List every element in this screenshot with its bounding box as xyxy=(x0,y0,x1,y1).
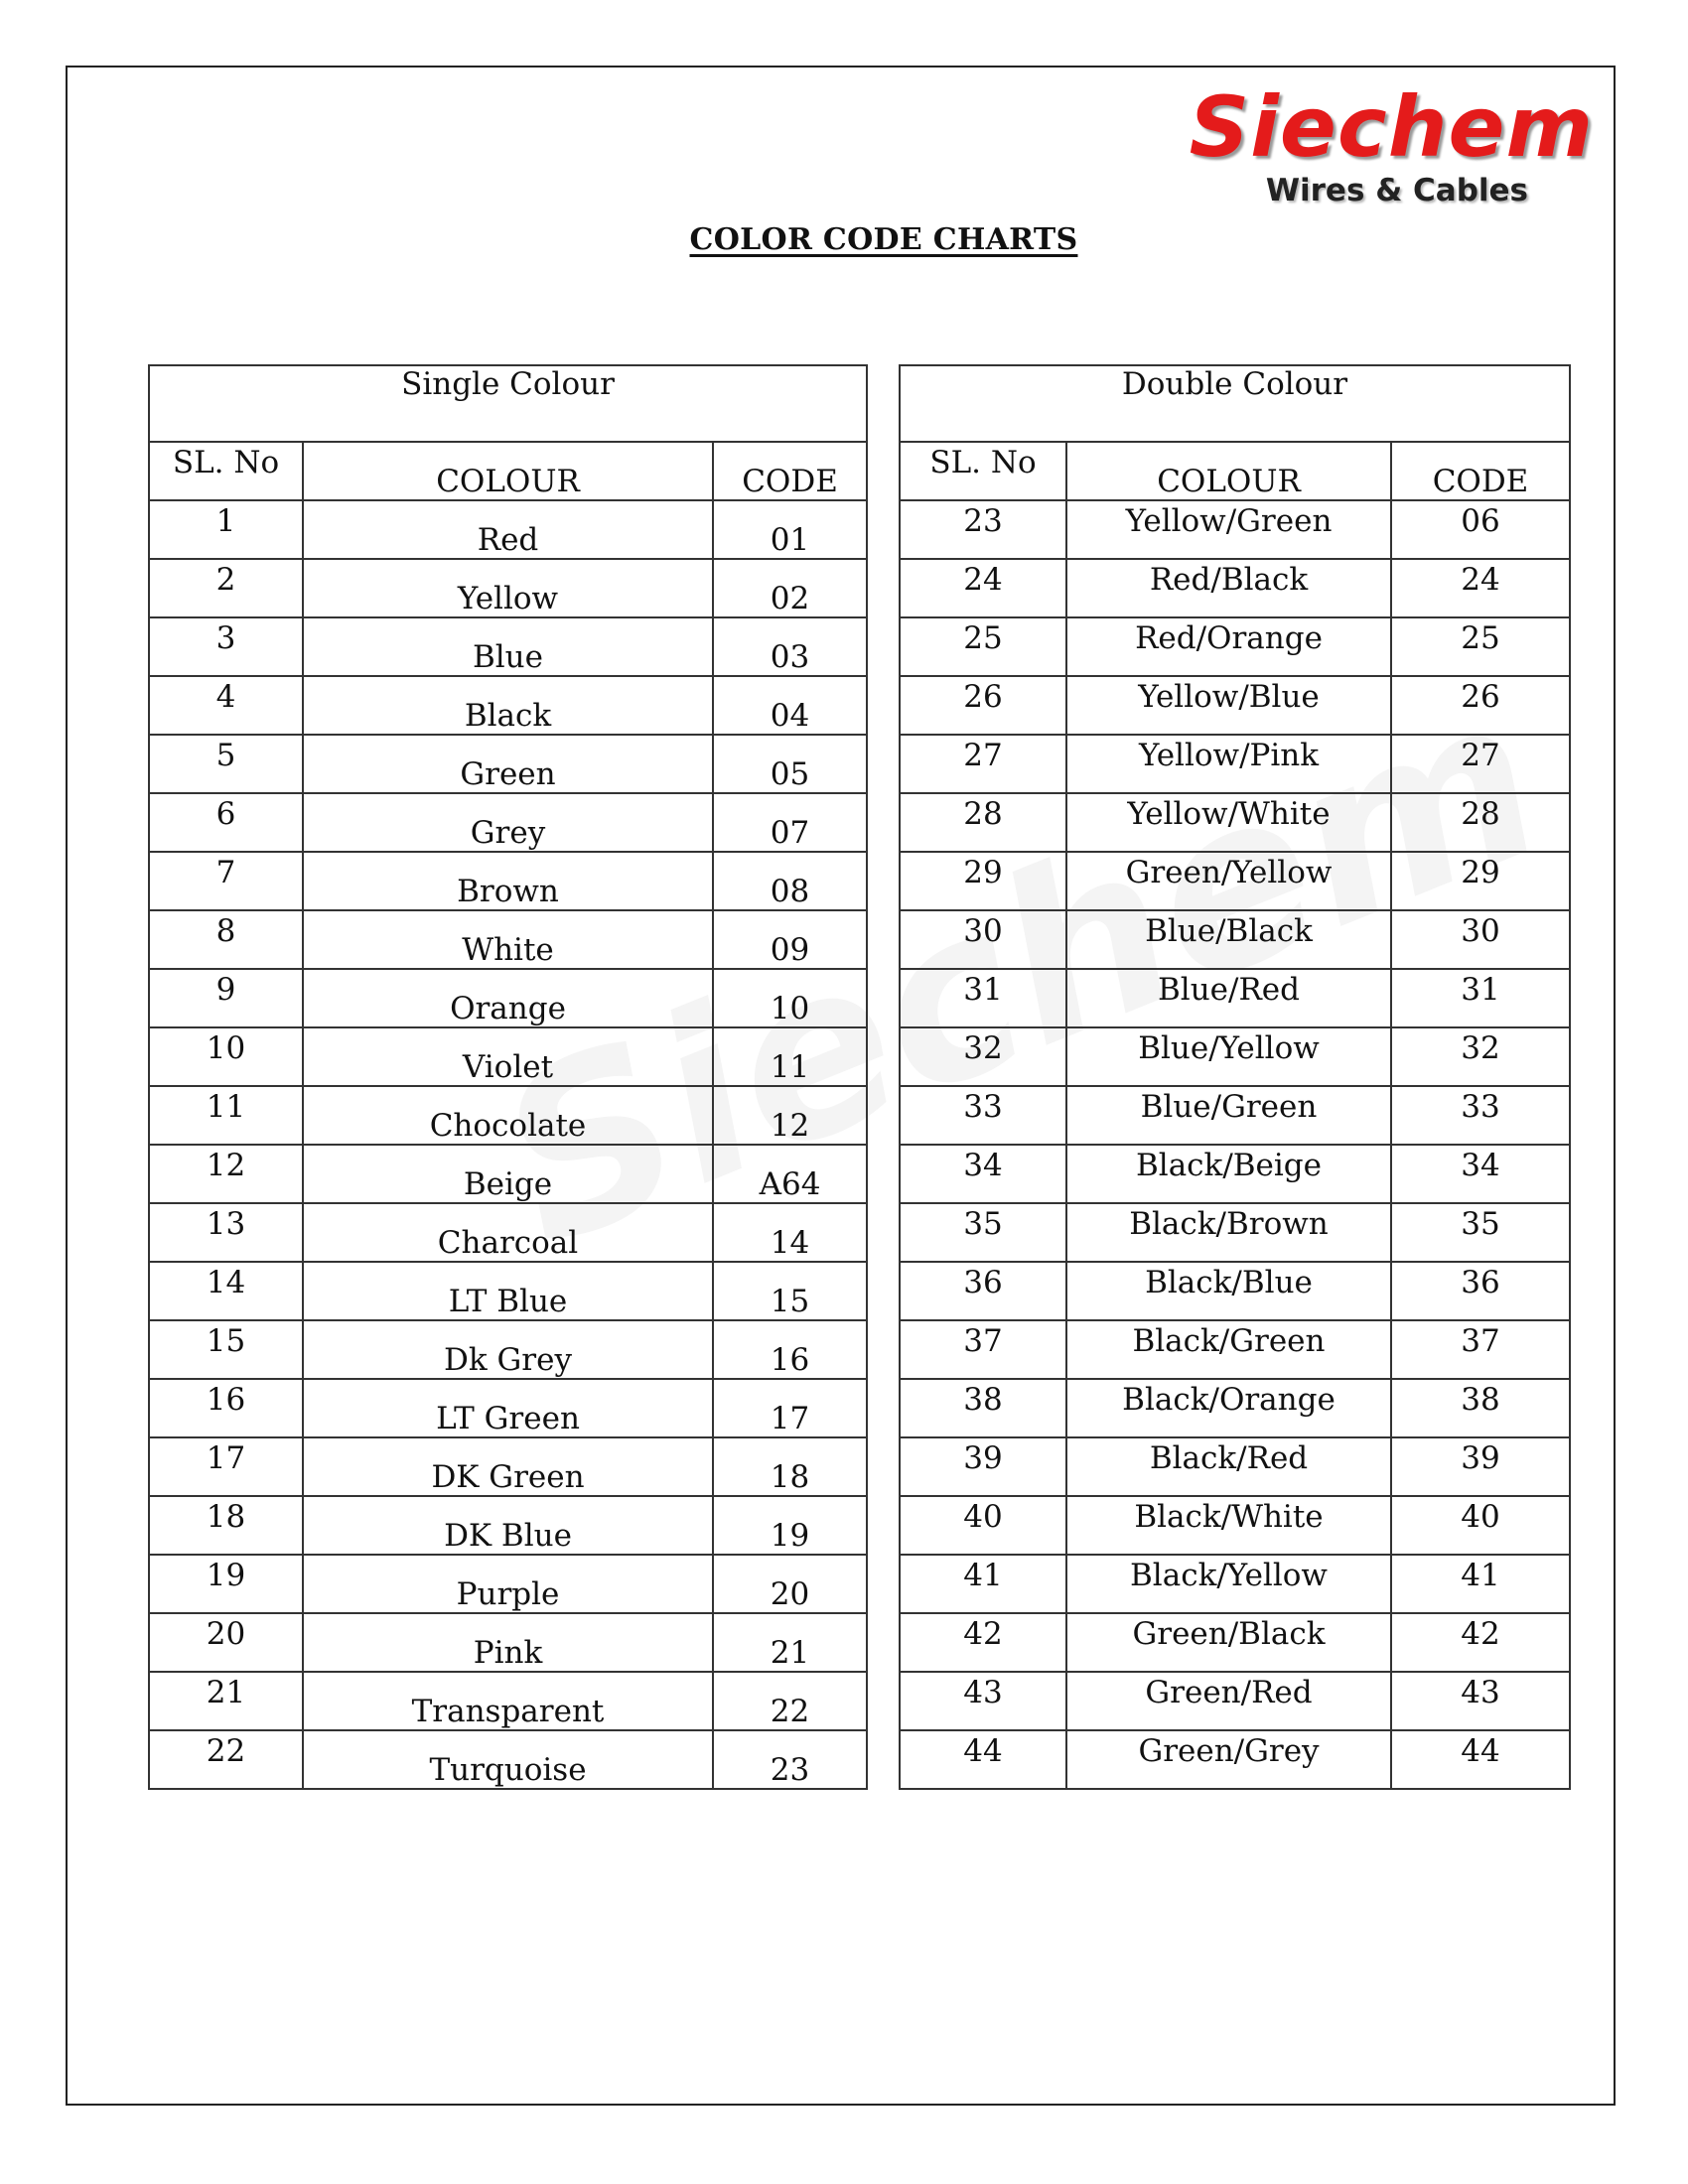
sl-no-cell: 18 xyxy=(149,1496,303,1555)
colour-cell: Blue xyxy=(303,617,713,676)
sl-no-cell: 14 xyxy=(149,1262,303,1320)
table-row xyxy=(900,676,1570,735)
colour-cell: Pink xyxy=(303,1613,713,1672)
code-cell: 40 xyxy=(1391,1496,1570,1555)
table-row xyxy=(900,910,1570,969)
code-cell: 23 xyxy=(713,1730,867,1789)
colour-cell: Red/Orange xyxy=(1066,617,1391,676)
code-cell: 30 xyxy=(1391,910,1570,969)
sl-no-cell: 10 xyxy=(149,1027,303,1086)
code-cell: 21 xyxy=(713,1613,867,1672)
table-row xyxy=(900,735,1570,793)
code-cell: 31 xyxy=(1391,969,1570,1027)
sl-no-cell: 36 xyxy=(900,1262,1066,1320)
sl-no-cell: 24 xyxy=(900,559,1066,617)
code-cell: 39 xyxy=(1391,1437,1570,1496)
code-cell: 15 xyxy=(713,1262,867,1320)
sl-no-cell: 8 xyxy=(149,910,303,969)
code-cell: 01 xyxy=(713,500,867,559)
code-cell: 33 xyxy=(1391,1086,1570,1145)
sl-no-cell: 9 xyxy=(149,969,303,1027)
colour-cell: Black/Green xyxy=(1066,1320,1391,1379)
column-header-colour: COLOUR xyxy=(303,442,713,500)
table-row xyxy=(149,1203,867,1262)
table-row xyxy=(900,1086,1570,1145)
code-cell: 14 xyxy=(713,1203,867,1262)
sl-no-cell: 20 xyxy=(149,1613,303,1672)
colour-cell: Black/Red xyxy=(1066,1437,1391,1496)
code-cell: 04 xyxy=(713,676,867,735)
sl-no-cell: 16 xyxy=(149,1379,303,1437)
table-row xyxy=(149,1437,867,1496)
double-colour-rows xyxy=(900,500,1570,1789)
table-title: Single Colour xyxy=(149,365,867,442)
sl-no-cell: 15 xyxy=(149,1320,303,1379)
sl-no-cell: 28 xyxy=(900,793,1066,852)
code-cell: 25 xyxy=(1391,617,1570,676)
double-colour-table xyxy=(899,364,1571,1790)
sl-no-cell: 34 xyxy=(900,1145,1066,1203)
colour-cell: LT Green xyxy=(303,1379,713,1437)
colour-cell: DK Green xyxy=(303,1437,713,1496)
code-cell: 18 xyxy=(713,1437,867,1496)
colour-cell: Turquoise xyxy=(303,1730,713,1789)
code-cell: 22 xyxy=(713,1672,867,1730)
single-colour-table xyxy=(148,364,868,1790)
sl-no-cell: 5 xyxy=(149,735,303,793)
table-row xyxy=(900,617,1570,676)
colour-cell: Grey xyxy=(303,793,713,852)
colour-cell: Red/Black xyxy=(1066,559,1391,617)
sl-no-cell: 43 xyxy=(900,1672,1066,1730)
table-row xyxy=(149,852,867,910)
sl-no-cell: 27 xyxy=(900,735,1066,793)
code-cell: 26 xyxy=(1391,676,1570,735)
code-cell: 24 xyxy=(1391,559,1570,617)
colour-cell: Blue/Black xyxy=(1066,910,1391,969)
table-row xyxy=(149,617,867,676)
table-row xyxy=(900,1203,1570,1262)
table-row xyxy=(149,1320,867,1379)
colour-cell: Transparent xyxy=(303,1672,713,1730)
colour-cell: Chocolate xyxy=(303,1086,713,1145)
colour-cell: Green xyxy=(303,735,713,793)
sl-no-cell: 4 xyxy=(149,676,303,735)
code-cell: 37 xyxy=(1391,1320,1570,1379)
sl-no-cell: 7 xyxy=(149,852,303,910)
colour-cell: Blue/Yellow xyxy=(1066,1027,1391,1086)
table-row xyxy=(900,1437,1570,1496)
colour-cell: Yellow/Blue xyxy=(1066,676,1391,735)
column-header-sl-no: SL. No xyxy=(149,442,303,500)
table-row xyxy=(900,1145,1570,1203)
code-cell: 02 xyxy=(713,559,867,617)
colour-cell: Brown xyxy=(303,852,713,910)
sl-no-cell: 3 xyxy=(149,617,303,676)
table-row xyxy=(149,1262,867,1320)
colour-cell: Beige xyxy=(303,1145,713,1203)
table-row xyxy=(900,852,1570,910)
colour-cell: Charcoal xyxy=(303,1203,713,1262)
code-cell: 38 xyxy=(1391,1379,1570,1437)
code-cell: 12 xyxy=(713,1086,867,1145)
sl-no-cell: 39 xyxy=(900,1437,1066,1496)
colour-cell: Green/Yellow xyxy=(1066,852,1391,910)
table-row xyxy=(149,735,867,793)
colour-cell: Black xyxy=(303,676,713,735)
table-row xyxy=(900,1320,1570,1379)
code-cell: 07 xyxy=(713,793,867,852)
sl-no-cell: 41 xyxy=(900,1555,1066,1613)
table-row xyxy=(900,1730,1570,1789)
sl-no-cell: 13 xyxy=(149,1203,303,1262)
company-logo xyxy=(1189,78,1594,208)
table-row xyxy=(900,1027,1570,1086)
colour-cell: Dk Grey xyxy=(303,1320,713,1379)
sl-no-cell: 11 xyxy=(149,1086,303,1145)
code-cell: 16 xyxy=(713,1320,867,1379)
code-cell: 17 xyxy=(713,1379,867,1437)
table-row xyxy=(149,1379,867,1437)
code-cell: 34 xyxy=(1391,1145,1570,1203)
table-row xyxy=(149,1672,867,1730)
code-cell: 09 xyxy=(713,910,867,969)
sl-no-cell: 32 xyxy=(900,1027,1066,1086)
code-cell: 43 xyxy=(1391,1672,1570,1730)
sl-no-cell: 1 xyxy=(149,500,303,559)
colour-cell: Yellow/White xyxy=(1066,793,1391,852)
colour-cell: Purple xyxy=(303,1555,713,1613)
sl-no-cell: 33 xyxy=(900,1086,1066,1145)
table-row xyxy=(900,500,1570,559)
code-cell: 44 xyxy=(1391,1730,1570,1789)
colour-cell: Black/White xyxy=(1066,1496,1391,1555)
colour-cell: Yellow/Pink xyxy=(1066,735,1391,793)
colour-cell: Black/Orange xyxy=(1066,1379,1391,1437)
table-row xyxy=(900,1555,1570,1613)
code-cell: 03 xyxy=(713,617,867,676)
colour-cell: Black/Yellow xyxy=(1066,1555,1391,1613)
sl-no-cell: 30 xyxy=(900,910,1066,969)
table-row xyxy=(900,1496,1570,1555)
table-title: Double Colour xyxy=(900,365,1570,442)
sl-no-cell: 2 xyxy=(149,559,303,617)
column-header-code: CODE xyxy=(713,442,867,500)
logo-brand-name: Siechem xyxy=(1189,78,1594,176)
colour-cell: Green/Black xyxy=(1066,1613,1391,1672)
table-row xyxy=(149,793,867,852)
colour-cell: Blue/Red xyxy=(1066,969,1391,1027)
colour-cell: Green/Red xyxy=(1066,1672,1391,1730)
code-cell: 29 xyxy=(1391,852,1570,910)
code-cell: 35 xyxy=(1391,1203,1570,1262)
colour-cell: Yellow xyxy=(303,559,713,617)
table-row xyxy=(149,1555,867,1613)
sl-no-cell: 21 xyxy=(149,1672,303,1730)
sl-no-cell: 38 xyxy=(900,1379,1066,1437)
code-cell: 32 xyxy=(1391,1027,1570,1086)
code-cell: 06 xyxy=(1391,500,1570,559)
sl-no-cell: 44 xyxy=(900,1730,1066,1789)
table-row xyxy=(900,793,1570,852)
sl-no-cell: 42 xyxy=(900,1613,1066,1672)
table-row xyxy=(149,1613,867,1672)
code-cell: 11 xyxy=(713,1027,867,1086)
code-cell: 28 xyxy=(1391,793,1570,852)
sl-no-cell: 35 xyxy=(900,1203,1066,1262)
code-cell: 19 xyxy=(713,1496,867,1555)
logo-tagline: Wires & Cables xyxy=(1265,173,1528,208)
table-row xyxy=(149,1496,867,1555)
colour-cell: White xyxy=(303,910,713,969)
table-row xyxy=(900,1613,1570,1672)
table-row xyxy=(900,559,1570,617)
colour-cell: Violet xyxy=(303,1027,713,1086)
colour-cell: Black/Blue xyxy=(1066,1262,1391,1320)
code-cell: 36 xyxy=(1391,1262,1570,1320)
table-row xyxy=(149,1086,867,1145)
table-row xyxy=(900,1262,1570,1320)
column-header-code: CODE xyxy=(1391,442,1570,500)
table-row xyxy=(149,1145,867,1203)
colour-cell: Black/Brown xyxy=(1066,1203,1391,1262)
table-row xyxy=(149,559,867,617)
table-row xyxy=(149,500,867,559)
code-cell: 42 xyxy=(1391,1613,1570,1672)
code-cell: 10 xyxy=(713,969,867,1027)
table-row xyxy=(149,1027,867,1086)
colour-cell: Green/Grey xyxy=(1066,1730,1391,1789)
code-cell: 41 xyxy=(1391,1555,1570,1613)
colour-cell: Red xyxy=(303,500,713,559)
code-cell: 05 xyxy=(713,735,867,793)
colour-cell: Yellow/Green xyxy=(1066,500,1391,559)
sl-no-cell: 31 xyxy=(900,969,1066,1027)
sl-no-cell: 29 xyxy=(900,852,1066,910)
colour-cell: LT Blue xyxy=(303,1262,713,1320)
sl-no-cell: 22 xyxy=(149,1730,303,1789)
column-header-colour: COLOUR xyxy=(1066,442,1391,500)
table-row xyxy=(149,910,867,969)
sl-no-cell: 19 xyxy=(149,1555,303,1613)
column-header-sl-no: SL. No xyxy=(900,442,1066,500)
table-row xyxy=(900,969,1570,1027)
sl-no-cell: 25 xyxy=(900,617,1066,676)
colour-cell: Black/Beige xyxy=(1066,1145,1391,1203)
sl-no-cell: 17 xyxy=(149,1437,303,1496)
colour-cell: Orange xyxy=(303,969,713,1027)
page-title: COLOR CODE CHARTS xyxy=(689,222,1078,257)
sl-no-cell: 12 xyxy=(149,1145,303,1203)
code-cell: 27 xyxy=(1391,735,1570,793)
single-colour-rows xyxy=(149,500,867,1789)
sl-no-cell: 26 xyxy=(900,676,1066,735)
colour-cell: Blue/Green xyxy=(1066,1086,1391,1145)
sl-no-cell: 40 xyxy=(900,1496,1066,1555)
table-row xyxy=(900,1672,1570,1730)
table-row xyxy=(149,676,867,735)
table-row xyxy=(149,969,867,1027)
sl-no-cell: 6 xyxy=(149,793,303,852)
table-row xyxy=(149,1730,867,1789)
sl-no-cell: 23 xyxy=(900,500,1066,559)
code-cell: 20 xyxy=(713,1555,867,1613)
code-cell: A64 xyxy=(713,1145,867,1203)
table-row xyxy=(900,1379,1570,1437)
code-cell: 08 xyxy=(713,852,867,910)
colour-cell: DK Blue xyxy=(303,1496,713,1555)
sl-no-cell: 37 xyxy=(900,1320,1066,1379)
